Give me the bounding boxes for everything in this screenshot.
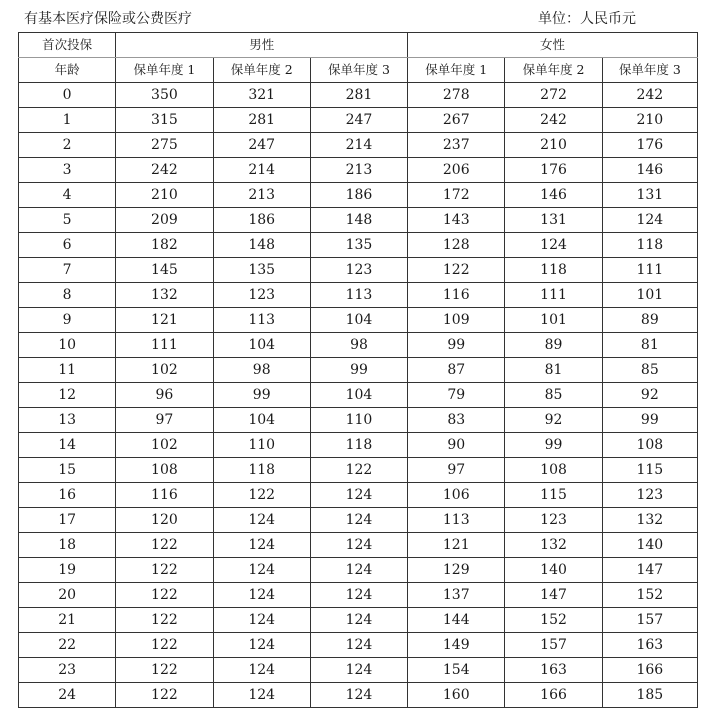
male-year-3: 124 (310, 608, 407, 633)
year-header-male-2: 保单年度 2 (213, 58, 310, 83)
male-year-3: 124 (310, 583, 407, 608)
male-year-1: 122 (116, 658, 213, 683)
male-year-2: 118 (213, 458, 310, 483)
table-row (19, 483, 698, 508)
male-year-3: 124 (310, 658, 407, 683)
female-year-1: 237 (408, 133, 505, 158)
female-year-2: 92 (505, 408, 602, 433)
male-year-2: 104 (213, 408, 310, 433)
female-year-2: 89 (505, 333, 602, 358)
age-cell: 18 (19, 533, 116, 558)
male-year-2: 186 (213, 208, 310, 233)
female-year-2: 81 (505, 358, 602, 383)
female-year-3: 108 (602, 433, 697, 458)
male-year-1: 97 (116, 408, 213, 433)
female-year-3: 166 (602, 658, 697, 683)
male-year-2: 124 (213, 608, 310, 633)
year-header-male-3: 保单年度 3 (310, 58, 407, 83)
table-row (19, 533, 698, 558)
age-cell: 24 (19, 683, 116, 708)
female-year-2: 85 (505, 383, 602, 408)
female-year-1: 79 (408, 383, 505, 408)
male-year-3: 148 (310, 208, 407, 233)
table-caption-coverage: 有基本医疗保险或公费医疗 (24, 11, 192, 27)
female-year-1: 121 (408, 533, 505, 558)
age-cell: 17 (19, 508, 116, 533)
year-header-female-2: 保单年度 2 (505, 58, 602, 83)
table-row (19, 383, 698, 408)
table-row (19, 458, 698, 483)
male-year-3: 104 (310, 308, 407, 333)
female-year-3: 140 (602, 533, 697, 558)
male-year-3: 104 (310, 383, 407, 408)
female-year-1: 206 (408, 158, 505, 183)
female-year-2: 272 (505, 83, 602, 108)
female-year-1: 87 (408, 358, 505, 383)
age-cell: 21 (19, 608, 116, 633)
male-year-3: 124 (310, 483, 407, 508)
female-year-2: 157 (505, 633, 602, 658)
table-row (19, 508, 698, 533)
female-year-2: 242 (505, 108, 602, 133)
header-row-years (19, 58, 698, 83)
female-year-1: 128 (408, 233, 505, 258)
table-row (19, 558, 698, 583)
male-year-3: 113 (310, 283, 407, 308)
male-year-1: 120 (116, 508, 213, 533)
female-year-1: 97 (408, 458, 505, 483)
female-year-1: 83 (408, 408, 505, 433)
female-year-3: 147 (602, 558, 697, 583)
female-year-2: 146 (505, 183, 602, 208)
table-row (19, 83, 698, 108)
female-year-2: 147 (505, 583, 602, 608)
female-year-3: 131 (602, 183, 697, 208)
male-year-3: 214 (310, 133, 407, 158)
male-year-1: 275 (116, 133, 213, 158)
male-year-1: 210 (116, 183, 213, 208)
female-year-1: 90 (408, 433, 505, 458)
male-year-1: 122 (116, 683, 213, 708)
male-year-3: 124 (310, 508, 407, 533)
female-year-3: 242 (602, 83, 697, 108)
group-header-male: 男性 (116, 33, 408, 58)
female-year-1: 106 (408, 483, 505, 508)
year-header-male-1: 保单年度 1 (116, 58, 213, 83)
female-year-3: 163 (602, 633, 697, 658)
male-year-1: 350 (116, 83, 213, 108)
female-year-2: 131 (505, 208, 602, 233)
female-year-2: 115 (505, 483, 602, 508)
female-year-3: 176 (602, 133, 697, 158)
female-year-1: 160 (408, 683, 505, 708)
female-year-1: 122 (408, 258, 505, 283)
table-caption-unit: 单位：人民币元 (538, 11, 636, 27)
female-year-3: 146 (602, 158, 697, 183)
male-year-2: 124 (213, 658, 310, 683)
male-year-1: 242 (116, 158, 213, 183)
male-year-2: 281 (213, 108, 310, 133)
male-year-3: 110 (310, 408, 407, 433)
female-year-1: 129 (408, 558, 505, 583)
age-cell: 9 (19, 308, 116, 333)
male-year-2: 135 (213, 258, 310, 283)
male-year-3: 118 (310, 433, 407, 458)
female-year-2: 118 (505, 258, 602, 283)
female-year-3: 123 (602, 483, 697, 508)
table-row (19, 133, 698, 158)
male-year-2: 321 (213, 83, 310, 108)
age-cell: 22 (19, 633, 116, 658)
male-year-3: 213 (310, 158, 407, 183)
premium-rate-table (18, 32, 698, 708)
age-cell: 5 (19, 208, 116, 233)
table-row (19, 208, 698, 233)
female-year-3: 111 (602, 258, 697, 283)
male-year-1: 122 (116, 558, 213, 583)
female-year-3: 157 (602, 608, 697, 633)
table-row (19, 333, 698, 358)
female-year-2: 176 (505, 158, 602, 183)
male-year-3: 186 (310, 183, 407, 208)
female-year-2: 166 (505, 683, 602, 708)
age-cell: 7 (19, 258, 116, 283)
female-year-3: 118 (602, 233, 697, 258)
male-year-3: 124 (310, 633, 407, 658)
female-year-3: 124 (602, 208, 697, 233)
age-cell: 20 (19, 583, 116, 608)
female-year-2: 108 (505, 458, 602, 483)
table-row (19, 583, 698, 608)
male-year-2: 247 (213, 133, 310, 158)
female-year-1: 172 (408, 183, 505, 208)
age-cell: 0 (19, 83, 116, 108)
age-cell: 13 (19, 408, 116, 433)
female-year-2: 111 (505, 283, 602, 308)
male-year-2: 123 (213, 283, 310, 308)
female-year-1: 137 (408, 583, 505, 608)
table-row (19, 358, 698, 383)
male-year-1: 96 (116, 383, 213, 408)
age-cell: 6 (19, 233, 116, 258)
male-year-1: 121 (116, 308, 213, 333)
female-year-3: 101 (602, 283, 697, 308)
male-year-1: 102 (116, 358, 213, 383)
male-year-3: 124 (310, 533, 407, 558)
male-year-3: 99 (310, 358, 407, 383)
female-year-1: 278 (408, 83, 505, 108)
male-year-1: 102 (116, 433, 213, 458)
male-year-1: 145 (116, 258, 213, 283)
female-year-3: 115 (602, 458, 697, 483)
female-year-3: 132 (602, 508, 697, 533)
male-year-1: 122 (116, 633, 213, 658)
age-cell: 23 (19, 658, 116, 683)
male-year-3: 98 (310, 333, 407, 358)
male-year-3: 247 (310, 108, 407, 133)
table-row (19, 408, 698, 433)
female-year-3: 85 (602, 358, 697, 383)
male-year-1: 209 (116, 208, 213, 233)
female-year-2: 124 (505, 233, 602, 258)
table-row (19, 658, 698, 683)
age-cell: 15 (19, 458, 116, 483)
age-cell: 10 (19, 333, 116, 358)
male-year-1: 122 (116, 533, 213, 558)
table-row (19, 158, 698, 183)
male-year-2: 148 (213, 233, 310, 258)
male-year-1: 182 (116, 233, 213, 258)
male-year-1: 116 (116, 483, 213, 508)
female-year-1: 113 (408, 508, 505, 533)
male-year-2: 124 (213, 683, 310, 708)
male-year-1: 108 (116, 458, 213, 483)
female-year-1: 149 (408, 633, 505, 658)
female-year-1: 109 (408, 308, 505, 333)
female-year-1: 99 (408, 333, 505, 358)
male-year-2: 122 (213, 483, 310, 508)
male-year-1: 111 (116, 333, 213, 358)
age-cell: 11 (19, 358, 116, 383)
female-year-3: 89 (602, 308, 697, 333)
age-cell: 19 (19, 558, 116, 583)
age-cell: 16 (19, 483, 116, 508)
male-year-3: 124 (310, 558, 407, 583)
table-row (19, 308, 698, 333)
female-year-3: 152 (602, 583, 697, 608)
female-year-2: 132 (505, 533, 602, 558)
female-year-3: 99 (602, 408, 697, 433)
female-year-3: 92 (602, 383, 697, 408)
age-header-line1: 首次投保 (19, 33, 116, 58)
table-row (19, 183, 698, 208)
male-year-2: 124 (213, 558, 310, 583)
table-row (19, 633, 698, 658)
female-year-3: 210 (602, 108, 697, 133)
female-year-2: 152 (505, 608, 602, 633)
female-year-3: 81 (602, 333, 697, 358)
table-row (19, 108, 698, 133)
female-year-1: 267 (408, 108, 505, 133)
age-cell: 8 (19, 283, 116, 308)
male-year-3: 123 (310, 258, 407, 283)
male-year-2: 124 (213, 533, 310, 558)
male-year-2: 110 (213, 433, 310, 458)
age-cell: 1 (19, 108, 116, 133)
male-year-3: 281 (310, 83, 407, 108)
female-year-2: 163 (505, 658, 602, 683)
table-row (19, 608, 698, 633)
age-cell: 2 (19, 133, 116, 158)
table-row (19, 258, 698, 283)
male-year-1: 132 (116, 283, 213, 308)
male-year-1: 122 (116, 608, 213, 633)
male-year-2: 113 (213, 308, 310, 333)
female-year-1: 154 (408, 658, 505, 683)
age-cell: 4 (19, 183, 116, 208)
male-year-2: 213 (213, 183, 310, 208)
male-year-2: 98 (213, 358, 310, 383)
group-header-female: 女性 (408, 33, 698, 58)
male-year-2: 99 (213, 383, 310, 408)
table-row (19, 233, 698, 258)
female-year-2: 210 (505, 133, 602, 158)
female-year-3: 185 (602, 683, 697, 708)
age-cell: 12 (19, 383, 116, 408)
year-header-female-1: 保单年度 1 (408, 58, 505, 83)
male-year-2: 124 (213, 583, 310, 608)
male-year-1: 122 (116, 583, 213, 608)
header-row-groups (19, 33, 698, 58)
table-row (19, 283, 698, 308)
female-year-2: 99 (505, 433, 602, 458)
female-year-1: 144 (408, 608, 505, 633)
male-year-1: 315 (116, 108, 213, 133)
male-year-3: 135 (310, 233, 407, 258)
male-year-3: 122 (310, 458, 407, 483)
age-cell: 14 (19, 433, 116, 458)
female-year-2: 140 (505, 558, 602, 583)
male-year-2: 124 (213, 508, 310, 533)
female-year-1: 143 (408, 208, 505, 233)
male-year-2: 214 (213, 158, 310, 183)
table-row (19, 433, 698, 458)
male-year-2: 124 (213, 633, 310, 658)
year-header-female-3: 保单年度 3 (602, 58, 697, 83)
male-year-3: 124 (310, 683, 407, 708)
age-header-line2: 年龄 (19, 58, 116, 83)
female-year-1: 116 (408, 283, 505, 308)
male-year-2: 104 (213, 333, 310, 358)
female-year-2: 123 (505, 508, 602, 533)
table-body (19, 83, 698, 708)
table-row (19, 683, 698, 708)
age-cell: 3 (19, 158, 116, 183)
female-year-2: 101 (505, 308, 602, 333)
